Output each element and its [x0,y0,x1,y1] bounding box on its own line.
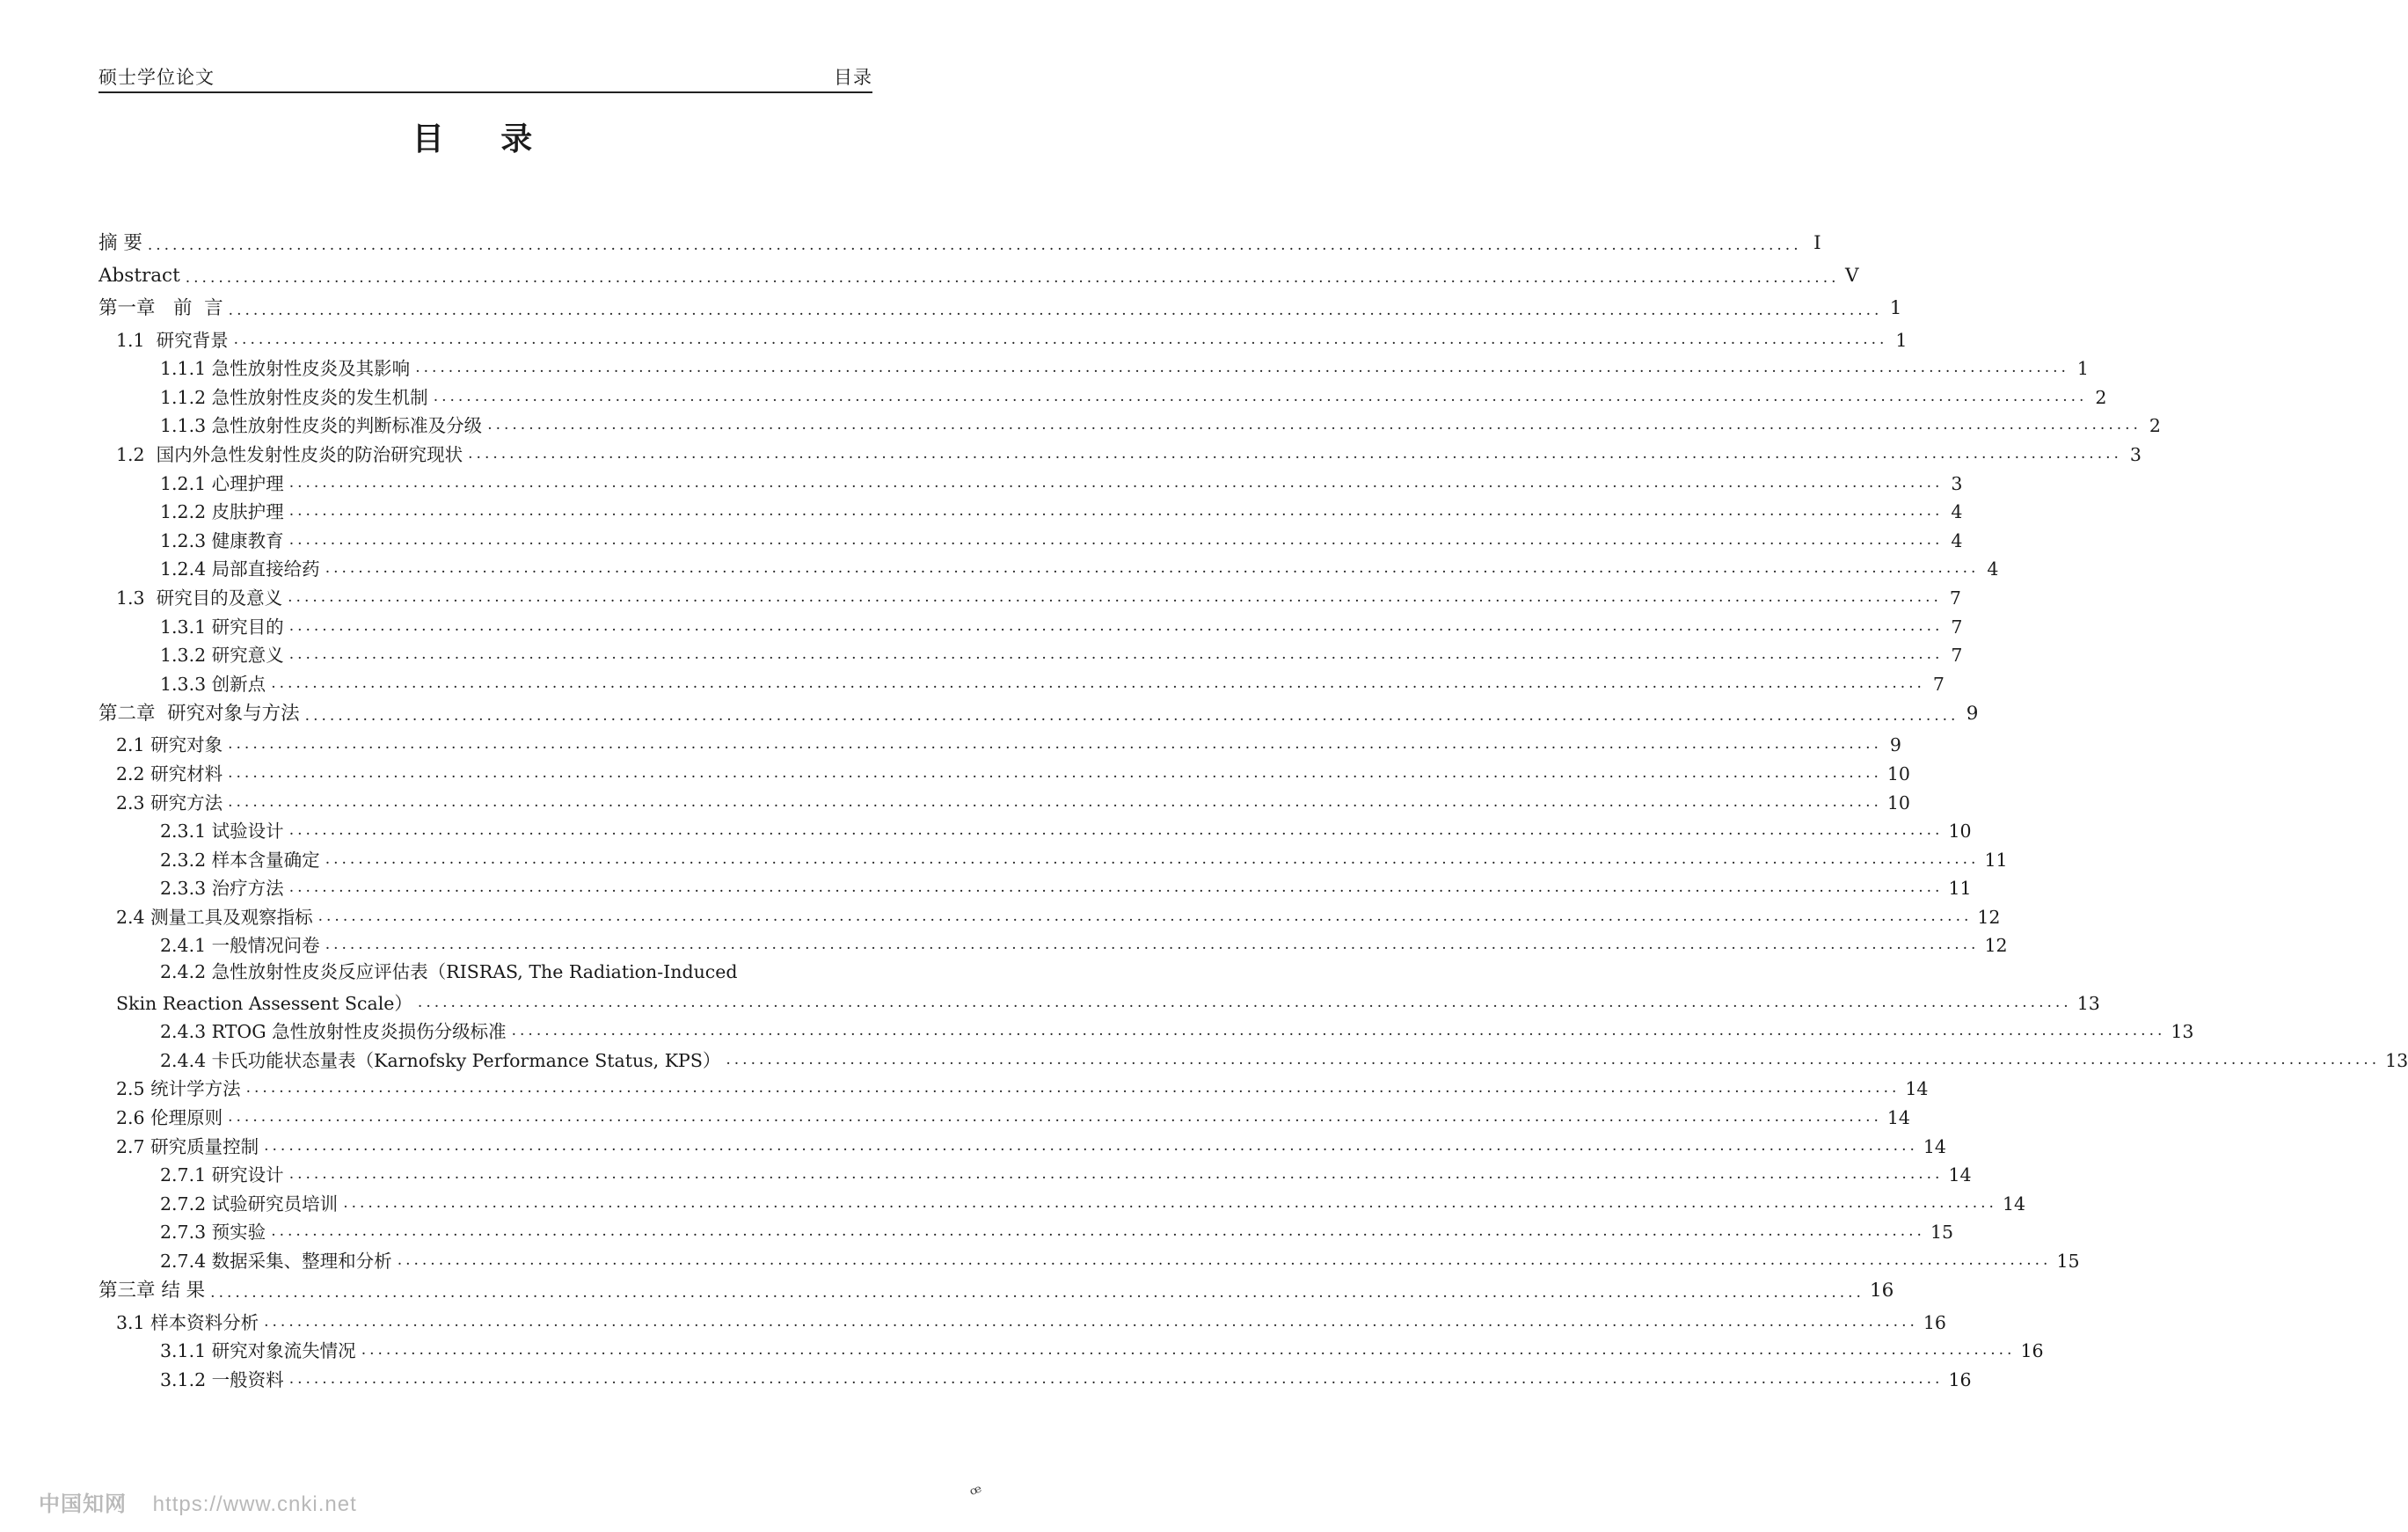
toc-entry-title: Abstract [99,265,180,287]
toc-entry-title: 1.3.1 研究目的 [160,616,284,638]
toc-entry-title: 1.2.4 局部直接给药 [160,558,320,580]
toc-entry-title: 1.1.1 急性放射性皮炎及其影响 [160,358,411,380]
toc-entry-title: Skin Reaction Assessent Scale） [116,992,412,1014]
toc-leader-dots: ........................................................................................................................................................................................................ [726,1050,2381,1069]
toc-section-entry[interactable] [99,873,1972,902]
toc-entry-title: 3.1.2 一般资料 [160,1368,284,1390]
toc-section-entry[interactable] [99,1245,2080,1274]
toc-section-entry[interactable] [99,382,2107,411]
toc-entry-title: 2.7.1 研究设计 [160,1164,284,1186]
header-section-name: 目录 [834,67,872,88]
toc-leader-dots: ........................................................................................................................................................................................................ [228,792,1882,811]
toc-entry-title: 1.2 国内外急性发射性皮炎的防治研究现状 [116,443,463,465]
toc-entry-title: 2.1 研究对象 [116,734,223,756]
toc-page-number: 3 [2129,443,2142,465]
toc-section-entry[interactable] [99,1307,1946,1336]
toc-leader-dots: ........................................................................................................................................................................................................ [264,1136,1918,1155]
toc-page-number: 13 [2076,992,2100,1014]
toc-entry-title: 2.7.4 数据采集、整理和分析 [160,1251,392,1272]
toc-entry-title: 1.1 研究背景 [116,329,229,351]
toc-page-number: 10 [1886,762,1910,784]
page-title: 目 录 [412,120,556,157]
toc-page-number: 13 [2385,1049,2408,1071]
toc-section-entry[interactable] [99,930,2008,959]
toc-leader-dots: ........................................................................................................................................................................................................ [185,269,1840,287]
toc-page-number: 3 [1951,472,1963,494]
toc-entry-title: 2.7.2 试验研究员培训 [160,1193,339,1215]
toc-section-entry[interactable] [99,844,2008,873]
toc-entry-title: 2.6 伦理原则 [116,1107,223,1129]
toc-page-number: 16 [1869,1280,1894,1302]
toc-page-number: 1 [1895,329,1908,351]
toc-entry-title: 1.1.3 急性放射性皮炎的判断标准及分级 [160,415,483,437]
toc-section-entry[interactable] [99,411,2161,440]
toc-page-number: 14 [1886,1107,1910,1129]
toc-leader-dots: ........................................................................................................................................................................................................ [325,850,1980,868]
toc-chapter-entry[interactable] [99,697,1979,730]
toc-section-entry[interactable] [99,525,1963,554]
toc-entry-title: 第二章 研究对象与方法 [99,702,300,725]
toc-leader-dots: ........................................................................................................................................................................................................ [433,387,2088,405]
toc-leader-dots: ........................................................................................................................................................................................................ [304,706,1959,725]
toc-leader-dots: ........................................................................................................................................................................................................ [317,907,1973,925]
toc-leader-dots: ........................................................................................................................................................................................................ [288,473,1944,492]
toc-leader-dots: ........................................................................................................................................................................................................ [228,735,1882,754]
table-of-contents [99,227,2408,1393]
toc-leader-dots: ........................................................................................................................................................................................................ [288,587,1942,606]
toc-section-entry[interactable] [99,668,1945,697]
toc-entry-title: 第三章 结 果 [99,1280,206,1302]
toc-entry-title: 2.7 研究质量控制 [116,1135,259,1157]
watermark-site: 中国知网 [39,1492,127,1516]
toc-entry-title: 3.1.1 研究对象流失情况 [160,1340,356,1362]
toc-entry-wrapped-line[interactable]: 2.4.2 急性放射性皮炎反应评估表（RISRAS, The Radiation-Induced [160,961,738,983]
toc-section-entry[interactable] [99,1160,1972,1189]
toc-entry-title: 2.7.3 预实验 [160,1222,266,1244]
toc-entry-title: 1.2.2 皮肤护理 [160,501,284,523]
toc-leader-dots: ........................................................................................................................................................................................................ [288,879,1944,897]
toc-entry-title: 1.3.2 研究意义 [160,645,284,667]
toc-page-number: 7 [1932,673,1945,695]
toc-page-number: 12 [1984,935,2008,957]
toc-entry-title: 2.3 研究方法 [116,792,223,813]
toc-leader-dots: ........................................................................................................................................................................................................ [468,444,2122,463]
toc-page-number: 2 [2149,415,2161,437]
toc-leader-dots: ........................................................................................................................................................................................................ [417,993,2072,1011]
toc-entry-title: 1.2.1 心理护理 [160,472,284,494]
toc-page-number: I [1813,232,1821,254]
toc-section-entry[interactable] [99,1336,2044,1365]
toc-leader-dots: ........................................................................................................................................................................................................ [228,763,1882,782]
toc-leader-dots: ........................................................................................................................................................................................................ [210,1284,1864,1302]
toc-leader-dots: ........................................................................................................................................................................................................ [228,1108,1882,1127]
toc-leader-dots: ........................................................................................................................................................................................................ [233,330,1888,348]
toc-page-number: 4 [1987,558,1999,580]
toc-entry-title: 1.1.2 急性放射性皮炎的发生机制 [160,386,428,408]
toc-entry-title: 2.4.4 卡氏功能状态量表（Karnofsky Performance Status, KPS） [160,1049,721,1071]
toc-page-number: 10 [1948,821,1972,843]
toc-leader-dots: ........................................................................................................................................................................................................ [397,1251,2052,1269]
toc-page-number: 1 [1889,297,1902,319]
toc-leader-dots: ........................................................................................................................................................................................................ [288,1369,1944,1388]
toc-page-number: V [1844,265,1859,287]
toc-page-number: 1 [2076,358,2089,380]
toc-page-number: 15 [1930,1222,1954,1244]
toc-leader-dots: ........................................................................................................................................................................................................ [288,502,1944,521]
toc-entry-title: 摘 要 [99,232,142,254]
toc-page-number: 11 [1948,878,1972,900]
watermark-url: https://www.cnki.net [152,1492,357,1516]
toc-chapter-entry[interactable] [99,292,1902,325]
toc-section-entry[interactable] [99,582,1961,611]
toc-leader-dots: ........................................................................................................................................................................................................ [415,359,2069,377]
toc-page-number: 7 [1949,587,1961,609]
toc-section-entry[interactable] [99,1102,1910,1131]
toc-leader-dots: ........................................................................................................................................................................................................ [245,1079,1901,1098]
toc-section-entry[interactable] [99,988,2100,1017]
toc-page-number: 9 [1889,734,1901,756]
toc-section-entry[interactable] [99,1188,2026,1217]
toc-chapter-entry[interactable] [99,227,1821,259]
page-header [99,62,872,93]
toc-leader-dots: ........................................................................................................................................................................................................ [361,1341,2016,1360]
cnki-watermark [39,1486,357,1517]
toc-leader-dots: ........................................................................................................................................................................................................ [511,1022,2166,1040]
toc-section-entry[interactable] [99,640,1963,669]
toc-entry-title: 第一章 前 言 [99,297,223,319]
toc-section-entry[interactable] [99,1364,1972,1393]
toc-leader-dots: ........................................................................................................................................................................................................ [271,674,1925,692]
toc-entry-title: 2.4 测量工具及观察指标 [116,906,313,928]
toc-leader-dots: ........................................................................................................................................................................................................ [288,530,1944,549]
toc-section-entry[interactable] [99,497,1963,526]
toc-entry-title: 2.4.1 一般情况问卷 [160,935,320,957]
toc-leader-dots: ........................................................................................................................................................................................................ [343,1193,1997,1212]
toc-section-entry[interactable] [99,1217,1954,1246]
toc-section-entry[interactable] [99,354,2089,383]
toc-page-number: 16 [2020,1340,2044,1362]
toc-page-number: 16 [1948,1368,1972,1390]
toc-section-entry[interactable] [99,325,1908,354]
toc-section-entry[interactable] [99,468,1963,497]
toc-section-entry[interactable] [99,758,1910,787]
toc-leader-dots: ........................................................................................................................................................................................................ [228,302,1883,319]
toc-entry-title: 2.3.3 治疗方法 [160,878,284,900]
toc-entry-title: 1.3 研究目的及意义 [116,587,283,609]
toc-page-number: 11 [1984,849,2008,871]
toc-entry-title: 2.4.3 RTOG 急性放射性皮炎损伤分级标准 [160,1021,507,1043]
toc-page-number: 14 [1923,1135,1946,1157]
toc-leader-dots: ........................................................................................................................................................................................................ [288,646,1944,664]
toc-chapter-entry[interactable] [99,1274,1894,1307]
toc-page-number: 14 [1905,1078,1929,1100]
toc-leader-dots: ........................................................................................................................................................................................................ [288,1165,1944,1184]
toc-entry-title: 1.3.3 创新点 [160,673,266,695]
toc-page-number: 12 [1977,906,2001,928]
toc-page-number: 16 [1923,1311,1946,1333]
toc-page-number: 2 [2095,386,2107,408]
toc-section-entry[interactable] [99,1017,2194,1046]
toc-leader-dots: ........................................................................................................................................................................................................ [288,616,1944,635]
toc-page-number: 9 [1966,702,1979,725]
toc-chapter-entry[interactable] [99,259,1859,292]
toc-leader-dots: ........................................................................................................................................................................................................ [264,1312,1918,1331]
header-thesis-type: 硕士学位论文 [99,67,215,88]
toc-leader-dots: ........................................................................................................................................................................................................ [487,416,2142,434]
page-corner-mark-icon: ꟹ [967,1481,987,1506]
toc-page-number: 4 [1951,529,1963,551]
toc-leader-dots: ........................................................................................................................................................................................................ [271,1222,1925,1241]
toc-section-entry[interactable] [99,439,2142,468]
toc-leader-dots: ........................................................................................................................................................................................................ [147,237,1802,254]
toc-section-entry[interactable] [99,554,1999,583]
toc-page-number: 10 [1886,792,1910,813]
toc-entry-title: 2.3.1 试验设计 [160,821,284,843]
toc-page-number: 14 [1948,1164,1972,1186]
toc-entry-title: 3.1 样本资料分析 [116,1311,259,1333]
toc-section-entry[interactable] [99,1131,1946,1160]
toc-section-entry[interactable] [99,1045,2408,1074]
toc-section-entry[interactable] [99,611,1963,640]
toc-leader-dots: ........................................................................................................................................................................................................ [325,936,1980,954]
toc-entry-title: 2.3.2 样本含量确定 [160,849,320,871]
toc-leader-dots: ........................................................................................................................................................................................................ [325,559,1980,578]
toc-page-number: 7 [1951,645,1963,667]
toc-page-number: 13 [2171,1021,2194,1043]
toc-section-entry[interactable] [99,1074,1929,1103]
toc-entry-title: 2.5 统计学方法 [116,1078,241,1100]
toc-page-number: 4 [1951,501,1963,523]
toc-entry-title: 2.2 研究材料 [116,762,223,784]
toc-section-entry[interactable] [99,901,2001,930]
toc-section-entry[interactable] [99,787,1910,816]
toc-page-number: 15 [2056,1251,2080,1272]
toc-page-number: 14 [2002,1193,2026,1215]
toc-section-entry[interactable] [99,816,1972,845]
toc-entry-title: 1.2.3 健康教育 [160,529,284,551]
toc-leader-dots: ........................................................................................................................................................................................................ [288,821,1944,840]
toc-page-number: 7 [1951,616,1963,638]
toc-section-entry[interactable] [99,730,1901,759]
